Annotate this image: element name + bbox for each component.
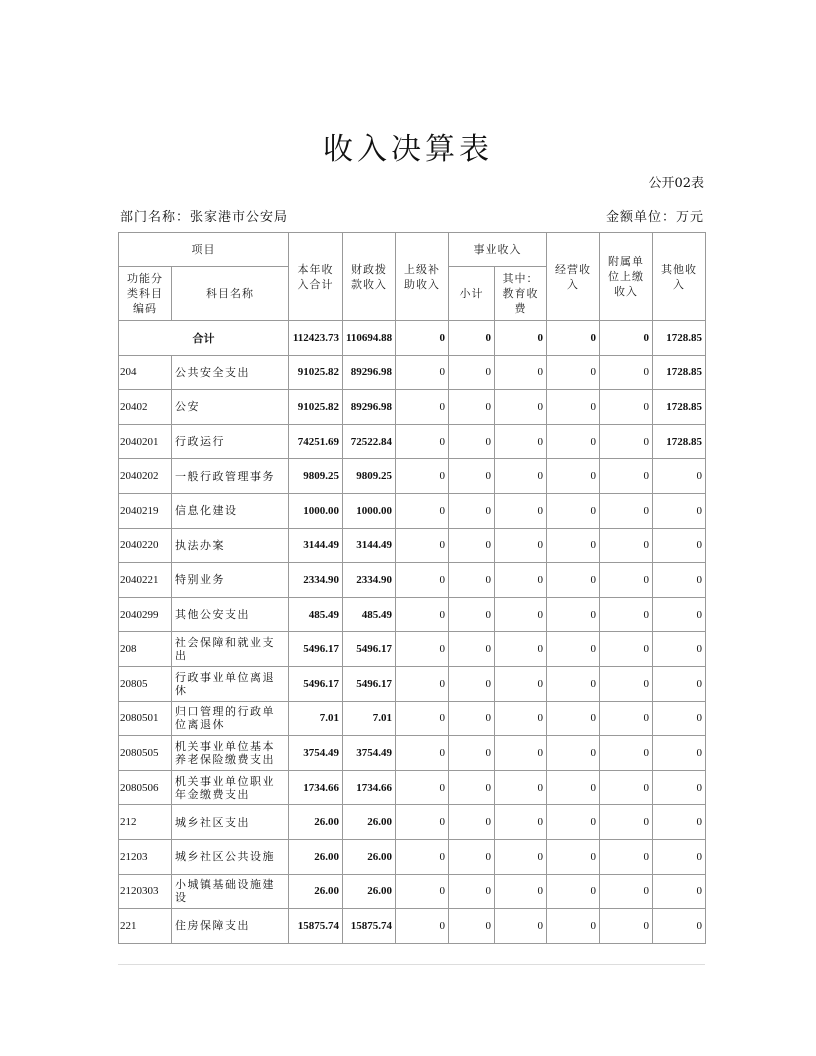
amount-unit: 金额单位：万元 [605,210,704,225]
amount-cell: 0 [495,424,547,459]
amount-cell: 0 [396,390,449,425]
subject-code: 204 [119,355,172,390]
amount-cell: 0 [547,805,600,840]
amount-cell: 0 [495,839,547,874]
amount-cell: 0 [600,563,653,598]
amount-cell: 0 [600,770,653,805]
table-row [119,874,706,909]
amount-cell: 0 [449,563,495,598]
amount-cell: 0 [547,770,600,805]
amount-cell: 26.00 [289,805,343,840]
table-row [119,666,706,701]
amount-cell: 1734.66 [289,770,343,805]
subject-name: 机关事业单位职业年金缴费支出 [172,770,289,805]
table-row [119,632,706,667]
amount-cell: 1000.00 [343,493,396,528]
amount-cell: 0 [449,632,495,667]
table-row [119,909,706,944]
amount-cell: 7.01 [343,701,396,736]
amount-cell: 0 [449,493,495,528]
table-row [119,839,706,874]
amount-cell: 0 [547,424,600,459]
table-row [119,701,706,736]
amount-cell: 5496.17 [343,666,396,701]
amount-cell: 0 [396,493,449,528]
table-row [119,736,706,771]
total-cell: 112423.73 [289,321,343,356]
amount-cell: 26.00 [343,805,396,840]
amount-cell: 0 [547,493,600,528]
amount-cell: 15875.74 [343,909,396,944]
amount-cell: 5496.17 [343,632,396,667]
amount-cell: 5496.17 [289,632,343,667]
subject-name: 社会保障和就业支出 [172,632,289,667]
amount-cell: 0 [547,528,600,563]
total-cell: 0 [495,321,547,356]
header-business: 事业收入 [449,233,547,267]
amount-cell: 0 [396,770,449,805]
header-operating: 经营收入 [547,233,600,321]
table-row [119,424,706,459]
subject-code: 221 [119,909,172,944]
form-number: 公开02表 [648,176,704,191]
amount-cell: 0 [495,874,547,909]
amount-cell: 0 [449,770,495,805]
amount-cell: 0 [653,563,706,598]
header-other: 其他收入 [653,233,706,321]
amount-cell: 0 [547,701,600,736]
amount-cell: 0 [600,459,653,494]
amount-cell: 0 [396,839,449,874]
amount-cell: 0 [547,459,600,494]
header-subsidy: 上级补助收入 [396,233,449,321]
amount-cell: 72522.84 [343,424,396,459]
subject-code: 2040299 [119,597,172,632]
table-row [119,459,706,494]
amount-cell: 0 [653,909,706,944]
subject-name: 归口管理的行政单位离退休 [172,701,289,736]
amount-cell: 0 [547,839,600,874]
amount-cell: 0 [600,493,653,528]
amount-cell: 0 [547,390,600,425]
amount-cell: 0 [449,597,495,632]
table-row [119,770,706,805]
amount-cell: 9809.25 [289,459,343,494]
subject-name: 公共安全支出 [172,355,289,390]
amount-cell: 0 [653,805,706,840]
amount-cell: 0 [495,563,547,598]
amount-cell: 91025.82 [289,355,343,390]
amount-cell: 9809.25 [343,459,396,494]
footer-divider [118,964,705,965]
amount-cell: 1734.66 [343,770,396,805]
amount-cell: 0 [396,528,449,563]
amount-cell: 0 [449,839,495,874]
amount-cell: 0 [653,839,706,874]
amount-cell: 0 [495,770,547,805]
header-education: 其中：教育收费 [495,267,547,321]
subject-name: 行政事业单位离退休 [172,666,289,701]
subject-code: 2040202 [119,459,172,494]
subject-name: 公安 [172,390,289,425]
subject-code: 2040201 [119,424,172,459]
subject-name: 城乡社区支出 [172,805,289,840]
amount-cell: 0 [653,770,706,805]
amount-cell: 0 [495,493,547,528]
amount-cell: 0 [600,805,653,840]
total-cell: 1728.85 [653,321,706,356]
amount-cell: 0 [495,805,547,840]
total-cell: 0 [600,321,653,356]
amount-cell: 1000.00 [289,493,343,528]
total-cell: 0 [396,321,449,356]
amount-cell: 0 [600,874,653,909]
amount-cell: 3144.49 [289,528,343,563]
amount-cell: 0 [396,874,449,909]
total-cell: 0 [449,321,495,356]
table-row [119,563,706,598]
subject-name: 行政运行 [172,424,289,459]
amount-cell: 0 [600,632,653,667]
amount-cell: 485.49 [289,597,343,632]
amount-cell: 0 [653,597,706,632]
amount-cell: 0 [600,701,653,736]
amount-cell: 0 [547,666,600,701]
amount-cell: 0 [449,459,495,494]
amount-cell: 0 [449,736,495,771]
header-total: 本年收入合计 [289,233,343,321]
amount-cell: 0 [449,805,495,840]
subject-name: 执法办案 [172,528,289,563]
subject-code: 21203 [119,839,172,874]
table-row [119,493,706,528]
amount-cell: 0 [449,390,495,425]
subject-code: 20805 [119,666,172,701]
amount-cell: 0 [495,597,547,632]
amount-cell: 0 [653,701,706,736]
subject-code: 2040219 [119,493,172,528]
amount-cell: 0 [495,909,547,944]
amount-cell: 2334.90 [289,563,343,598]
amount-cell: 0 [396,563,449,598]
amount-cell: 0 [653,874,706,909]
income-table [118,232,706,944]
subject-name: 小城镇基础设施建设 [172,874,289,909]
amount-cell: 0 [449,528,495,563]
subject-code: 212 [119,805,172,840]
amount-cell: 0 [600,909,653,944]
amount-cell: 0 [396,597,449,632]
header-item: 项目 [119,233,289,267]
subject-code: 2080501 [119,701,172,736]
amount-cell: 0 [600,666,653,701]
amount-cell: 1728.85 [653,355,706,390]
header-fiscal: 财政拨款收入 [343,233,396,321]
amount-cell: 1728.85 [653,390,706,425]
amount-cell: 0 [600,597,653,632]
subject-name: 一般行政管理事务 [172,459,289,494]
amount-cell: 26.00 [289,874,343,909]
subject-code: 20402 [119,390,172,425]
subject-code: 2080505 [119,736,172,771]
subject-name: 其他公安支出 [172,597,289,632]
amount-cell: 0 [449,424,495,459]
amount-cell: 0 [396,632,449,667]
amount-cell: 91025.82 [289,390,343,425]
amount-cell: 0 [547,632,600,667]
amount-cell: 3144.49 [343,528,396,563]
amount-cell: 74251.69 [289,424,343,459]
header-name: 科目名称 [172,267,289,321]
amount-cell: 26.00 [343,839,396,874]
amount-cell: 0 [600,355,653,390]
amount-cell: 3754.49 [289,736,343,771]
amount-cell: 0 [396,909,449,944]
amount-cell: 0 [449,909,495,944]
amount-cell: 0 [653,736,706,771]
amount-cell: 0 [547,736,600,771]
amount-cell: 0 [396,805,449,840]
amount-cell: 89296.98 [343,390,396,425]
header-subtotal: 小计 [449,267,495,321]
amount-cell: 0 [653,632,706,667]
page-title: 收入决算表 [323,132,493,167]
amount-cell: 0 [547,909,600,944]
amount-cell: 0 [396,666,449,701]
amount-cell: 0 [449,666,495,701]
amount-cell: 2334.90 [343,563,396,598]
amount-cell: 485.49 [343,597,396,632]
amount-cell: 0 [396,424,449,459]
department-name: 部门名称：张家港市公安局 [120,210,289,225]
amount-cell: 0 [396,736,449,771]
amount-cell: 0 [449,355,495,390]
subject-code: 208 [119,632,172,667]
amount-cell: 1728.85 [653,424,706,459]
amount-cell: 0 [600,528,653,563]
amount-cell: 0 [653,493,706,528]
amount-cell: 0 [495,459,547,494]
table-row [119,390,706,425]
subject-code: 2040221 [119,563,172,598]
subject-name: 信息化建设 [172,493,289,528]
amount-cell: 0 [396,459,449,494]
amount-cell: 5496.17 [289,666,343,701]
amount-cell: 0 [495,528,547,563]
amount-cell: 0 [600,390,653,425]
amount-cell: 0 [600,839,653,874]
amount-cell: 0 [495,701,547,736]
subject-name: 特别业务 [172,563,289,598]
amount-cell: 0 [653,528,706,563]
amount-cell: 0 [547,355,600,390]
amount-cell: 3754.49 [343,736,396,771]
amount-cell: 0 [396,355,449,390]
subject-name: 机关事业单位基本养老保险缴费支出 [172,736,289,771]
amount-cell: 26.00 [289,839,343,874]
total-cell: 0 [547,321,600,356]
subject-code: 2080506 [119,770,172,805]
table-row [119,528,706,563]
subject-code: 2040220 [119,528,172,563]
header-code: 功能分类科目编码 [119,267,172,321]
header-affiliated: 附属单位上缴收入 [600,233,653,321]
amount-cell: 0 [547,597,600,632]
amount-cell: 0 [495,355,547,390]
table-row [119,597,706,632]
total-row [119,321,706,356]
amount-cell: 0 [653,666,706,701]
amount-cell: 0 [547,874,600,909]
total-cell: 110694.88 [343,321,396,356]
amount-cell: 0 [653,459,706,494]
subject-code: 2120303 [119,874,172,909]
amount-cell: 7.01 [289,701,343,736]
amount-cell: 0 [600,736,653,771]
amount-cell: 0 [495,390,547,425]
amount-cell: 0 [495,736,547,771]
amount-cell: 0 [449,874,495,909]
amount-cell: 15875.74 [289,909,343,944]
amount-cell: 0 [600,424,653,459]
amount-cell: 0 [495,632,547,667]
subject-name: 住房保障支出 [172,909,289,944]
amount-cell: 89296.98 [343,355,396,390]
amount-cell: 0 [449,701,495,736]
amount-cell: 0 [547,563,600,598]
table-row [119,805,706,840]
amount-cell: 0 [495,666,547,701]
amount-cell: 0 [396,701,449,736]
amount-cell: 26.00 [343,874,396,909]
subject-name: 城乡社区公共设施 [172,839,289,874]
table-row [119,355,706,390]
total-label: 合计 [119,321,289,356]
